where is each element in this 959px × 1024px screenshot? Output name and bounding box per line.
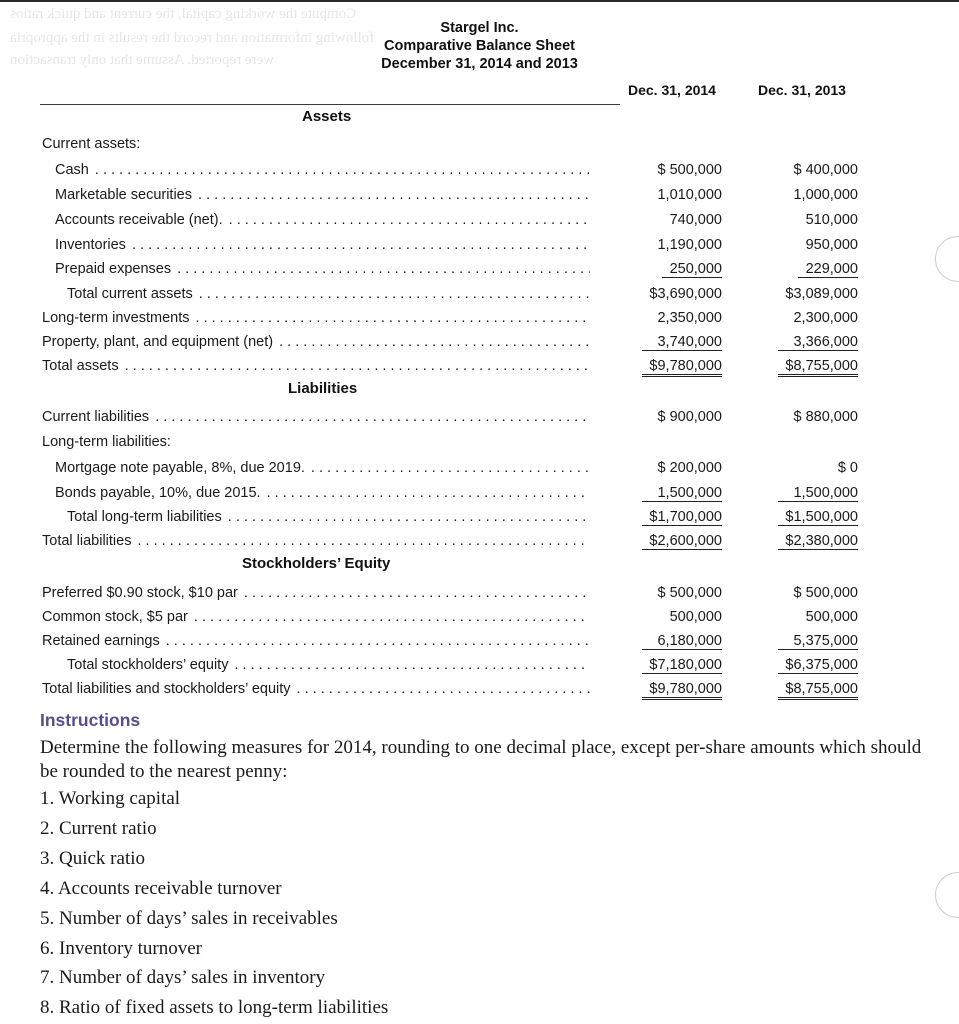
value-2014: $1,700,000 xyxy=(642,509,722,526)
section-liabilities: Liabilities xyxy=(288,380,358,397)
value-2013: $3,089,000 xyxy=(785,286,858,302)
value-2013: $8,755,000 xyxy=(778,681,858,700)
row-cash xyxy=(0,160,959,182)
value-2013: 2,300,000 xyxy=(793,310,858,326)
value-2014: $ 500,000 xyxy=(657,162,722,178)
section-assets: Assets xyxy=(302,108,352,125)
row-label: Total liabilities and stockholders’ equity xyxy=(42,681,291,697)
row-inventories xyxy=(0,235,959,257)
value-2014: $ 900,000 xyxy=(657,409,722,425)
row-label: Retained earnings xyxy=(42,633,160,649)
question-item: 4. Accounts receivable turnover xyxy=(40,878,282,899)
row-label: Mortgage note payable, 8%, due 2019. xyxy=(55,460,305,476)
question-item: 7. Number of days’ sales in inventory xyxy=(40,967,326,988)
value-2014: $2,600,000 xyxy=(642,533,722,550)
column-header-2013: Dec. 31, 2013 xyxy=(758,82,846,98)
value-2013: $6,375,000 xyxy=(778,657,858,674)
row-total-liabilities xyxy=(0,531,959,553)
row-label: Cash xyxy=(55,162,89,178)
value-2013: $ 500,000 xyxy=(793,585,858,601)
value-2014: $3,690,000 xyxy=(649,286,722,302)
value-2013: 510,000 xyxy=(805,212,858,228)
row-label: Total liabilities xyxy=(42,533,132,549)
row-label: Prepaid expenses xyxy=(55,261,172,277)
row-total-stockholders-equity xyxy=(0,655,959,677)
value-2013: $ 880,000 xyxy=(793,409,858,425)
row-label: Bonds payable, 10%, due 2015. xyxy=(55,485,261,501)
statement-title: Comparative Balance Sheet xyxy=(384,38,575,54)
value-2014: $ 500,000 xyxy=(657,585,722,601)
row-label: Property, plant, and equipment (net) xyxy=(42,334,274,350)
value-2014: 1,010,000 xyxy=(657,187,722,203)
row-label: Marketable securities xyxy=(55,187,192,203)
value-2014: 6,180,000 xyxy=(642,633,722,650)
header-rule xyxy=(40,104,620,105)
row-label: Inventories xyxy=(55,237,126,253)
question-item: 8. Ratio of fixed assets to long-term liabilities xyxy=(40,997,389,1018)
bleed-through-text: Compute the working capital, the current and quick ratios xyxy=(10,6,357,22)
instructions-text: Determine the following measures for 2014, rounding to one decimal place, except per-share amounts which should be rounded to the nearest penny: xyxy=(40,737,922,782)
question-item: 2. Current ratio xyxy=(40,818,157,839)
value-2014: $9,780,000 xyxy=(642,681,722,700)
column-header-2014: Dec. 31, 2014 xyxy=(628,82,716,98)
value-2014: 1,500,000 xyxy=(642,485,722,502)
section-equity: Stockholders’ Equity xyxy=(242,555,391,572)
row-label: Total long-term liabilities xyxy=(67,509,222,525)
value-2014: $ 200,000 xyxy=(657,460,722,476)
row-long-term-investments xyxy=(0,308,959,330)
row-label: Long-term investments xyxy=(42,310,190,326)
row-label: Accounts receivable (net). xyxy=(55,212,223,228)
row-preferred-stock xyxy=(0,583,959,605)
value-2013: $2,380,000 xyxy=(778,533,858,550)
row-prepaid-expenses xyxy=(0,259,959,281)
row-marketable-securities xyxy=(0,185,959,207)
value-2014: 250,000 xyxy=(662,261,722,278)
row-label: Long-term liabilities: xyxy=(42,434,171,450)
value-2013: 5,375,000 xyxy=(778,633,858,650)
value-2013: 1,500,000 xyxy=(778,485,858,502)
value-2013: $ 0 xyxy=(837,460,858,476)
row-label: Current liabilities xyxy=(42,409,150,425)
value-2013: 1,000,000 xyxy=(793,187,858,203)
row-label: Total stockholders’ equity xyxy=(67,657,229,673)
value-2014: 740,000 xyxy=(669,212,722,228)
value-2013: $8,755,000 xyxy=(778,358,858,377)
page-edge-mark xyxy=(935,872,959,918)
row-common-stock xyxy=(0,607,959,629)
row-total-current-assets xyxy=(0,284,959,306)
row-label: Common stock, $5 par xyxy=(42,609,188,625)
value-2013: 950,000 xyxy=(805,237,858,253)
question-item: 6. Inventory turnover xyxy=(40,938,202,959)
top-border xyxy=(0,0,959,2)
value-2014: 2,350,000 xyxy=(657,310,722,326)
row-accounts-receivable xyxy=(0,210,959,232)
row-label: Current assets: xyxy=(42,136,141,152)
value-2014: 3,740,000 xyxy=(642,334,722,351)
instructions-heading: Instructions xyxy=(40,710,141,730)
question-item: 3. Quick ratio xyxy=(40,848,146,869)
row-label: Total current assets xyxy=(67,286,193,302)
row-long-term-liabilities-heading xyxy=(0,432,959,454)
row-label: Total assets xyxy=(42,358,119,374)
value-2014: $9,780,000 xyxy=(642,358,722,377)
value-2013: $1,500,000 xyxy=(778,509,858,526)
value-2014: 500,000 xyxy=(669,609,722,625)
row-bonds-payable xyxy=(0,483,959,505)
company-name: Stargel Inc. xyxy=(440,20,519,36)
row-label: Preferred $0.90 stock, $10 par xyxy=(42,585,238,601)
question-item: 1. Working capital xyxy=(40,788,181,809)
row-current-liabilities xyxy=(0,407,959,429)
row-total-liabilities-and-equity xyxy=(0,679,959,701)
bleed-through-text: following information and record the results in the appropria xyxy=(10,30,375,46)
row-total-long-term-liabilities xyxy=(0,507,959,529)
bleed-through-text: were reported. Assume that only transaction xyxy=(10,52,275,68)
row-ppe xyxy=(0,332,959,354)
question-item: 5. Number of days’ sales in receivables xyxy=(40,908,338,929)
statement-period: December 31, 2014 and 2013 xyxy=(381,56,578,72)
value-2014: 1,190,000 xyxy=(657,237,722,253)
row-mortgage-note xyxy=(0,458,959,480)
value-2013: 229,000 xyxy=(798,261,858,278)
value-2014: $7,180,000 xyxy=(642,657,722,674)
value-2013: 500,000 xyxy=(805,609,858,625)
row-total-assets xyxy=(0,356,959,378)
value-2013: 3,366,000 xyxy=(778,334,858,351)
value-2013: $ 400,000 xyxy=(793,162,858,178)
row-current-assets-heading xyxy=(0,134,959,156)
row-retained-earnings xyxy=(0,631,959,653)
